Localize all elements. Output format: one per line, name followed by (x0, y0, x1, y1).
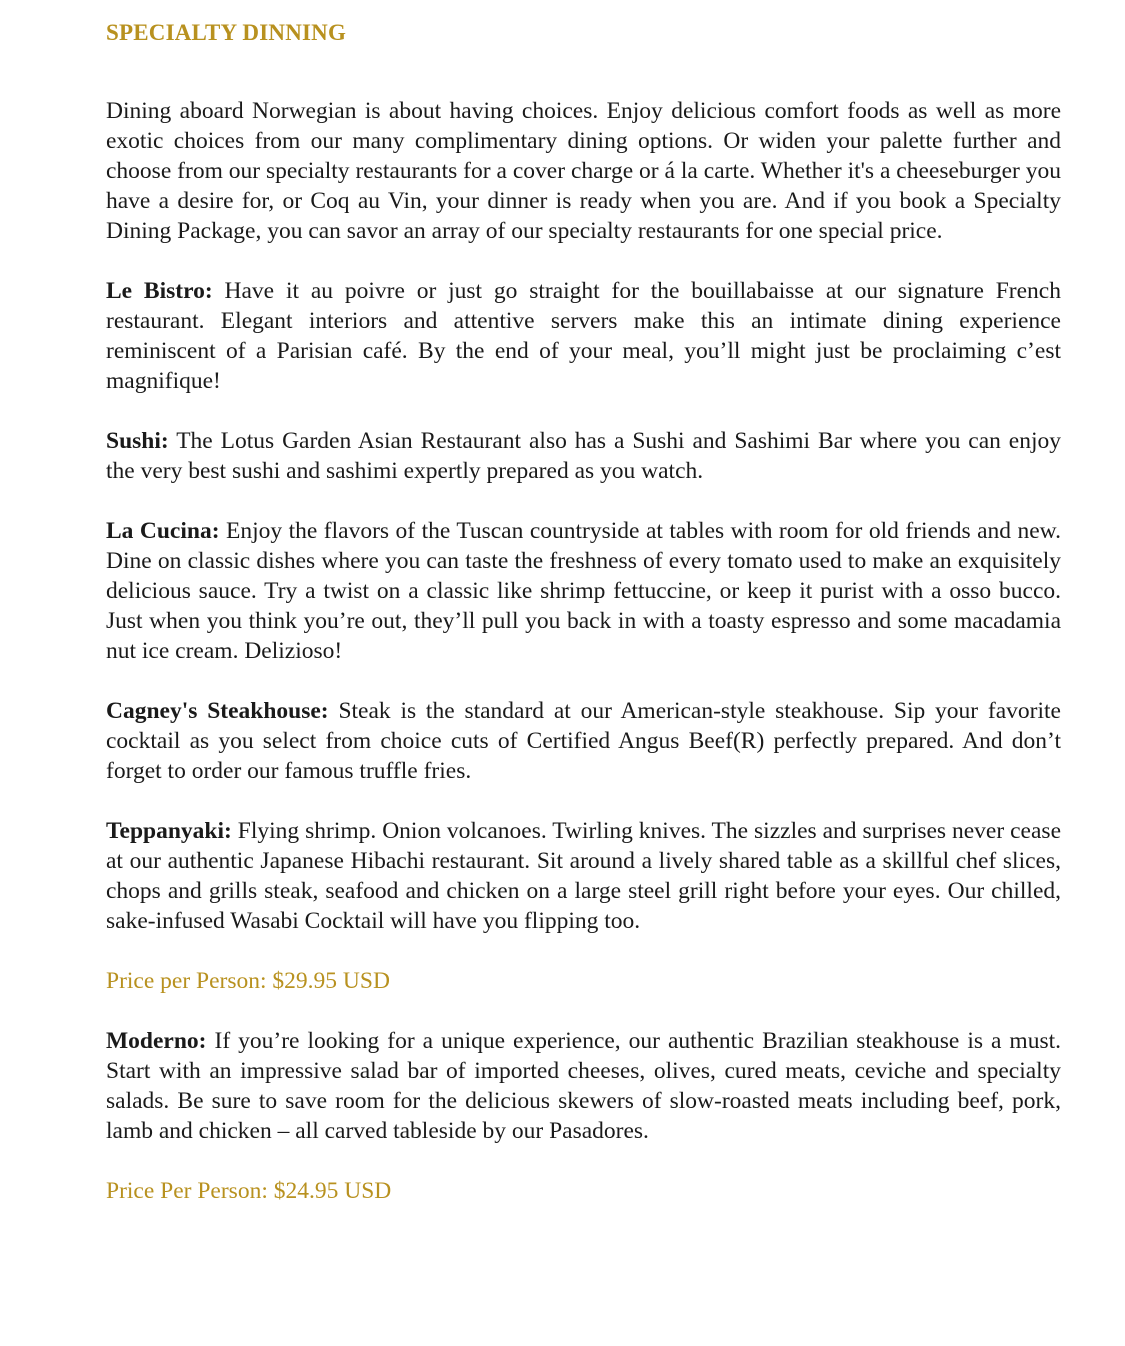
section-le-bistro (106, 276, 1061, 396)
section-text: Enjoy the flavors of the Tuscan countryside at tables with room for old friends and new. Dine on classic dishes where you can taste the freshness of every tomato used to make an exquisitely delicious sauce. Try a twist on a classic like shrimp fettuccine, or keep it purist with a osso bucco. Just when you think you’re out, they’ll pull you back in with a toasty espresso and some macadamia nut ice cream. Delizioso! (106, 518, 1061, 664)
section-title: Le Bistro: (106, 278, 213, 304)
section-moderno (106, 1026, 1061, 1146)
intro-paragraph: Dining aboard Norwegian is about having choices. Enjoy delicious comfort foods as well as more exotic choices from our many complimentary dining options. Or widen your palette further and choose from our specialty restaurants for a cover charge or á la carte. Whether it's a cheeseburger you have a desire for, or Coq au Vin, your dinner is ready when you are. And if you book a Specialty Dining Package, you can savor an array of our specialty restaurants for one special price. (106, 98, 1061, 244)
section-title: Cagney's Steakhouse: (106, 698, 329, 724)
section-title: Sushi: (106, 428, 169, 454)
section-title: Moderno: (106, 1028, 207, 1054)
price-per-person-package: Price per Person: $29.95 USD (106, 968, 390, 994)
section-text: If you’re looking for a unique experience, our authentic Brazilian steakhouse is a must. Start with an impressive salad bar of imported cheeses, olives, cured meats, ceviche and specialty salads. Be sure to save room for the delicious skewers of slow-roasted meats including beef, pork, lamb and chicken – all carved tableside by our Pasadores. (106, 1028, 1061, 1144)
section-cagneys-steakhouse (106, 696, 1061, 786)
section-title: Teppanyaki: (106, 818, 232, 844)
section-title: La Cucina: (106, 518, 220, 544)
section-text: Have it au poivre or just go straight for the bouillabaisse at our signature French restaurant. Elegant interiors and attentive servers make this an intimate dining experience reminiscent of a Parisian café. By the end of your meal, you’ll might just be proclaiming c’est magnifique! (106, 278, 1061, 394)
section-text: Flying shrimp. Onion volcanoes. Twirling knives. The sizzles and surprises never cease at our authentic Japanese Hibachi restaurant. Sit around a lively shared table as a skillful chef slices, chops and grills steak, seafood and chicken on a large steel grill right before your eyes. Our chilled, sake-infused Wasabi Cocktail will have you flipping too. (106, 818, 1061, 934)
section-text: Steak is the standard at our American-style steakhouse. Sip your favorite cocktail as you select from choice cuts of Certified Angus Beef(R) perfectly prepared. And don’t forget to order our famous truffle fries. (106, 698, 1061, 784)
page-title: SPECIALTY DINNING (106, 20, 347, 45)
section-sushi (106, 426, 1061, 486)
section-text: The Lotus Garden Asian Restaurant also has a Sushi and Sashimi Bar where you can enjoy the very best sushi and sashimi expertly prepared as you watch. (106, 428, 1061, 484)
price-per-person-moderno: Price Per Person: $24.95 USD (106, 1178, 392, 1204)
section-la-cucina (106, 516, 1061, 666)
document-page (106, 16, 1061, 1236)
section-teppanyaki (106, 816, 1061, 936)
